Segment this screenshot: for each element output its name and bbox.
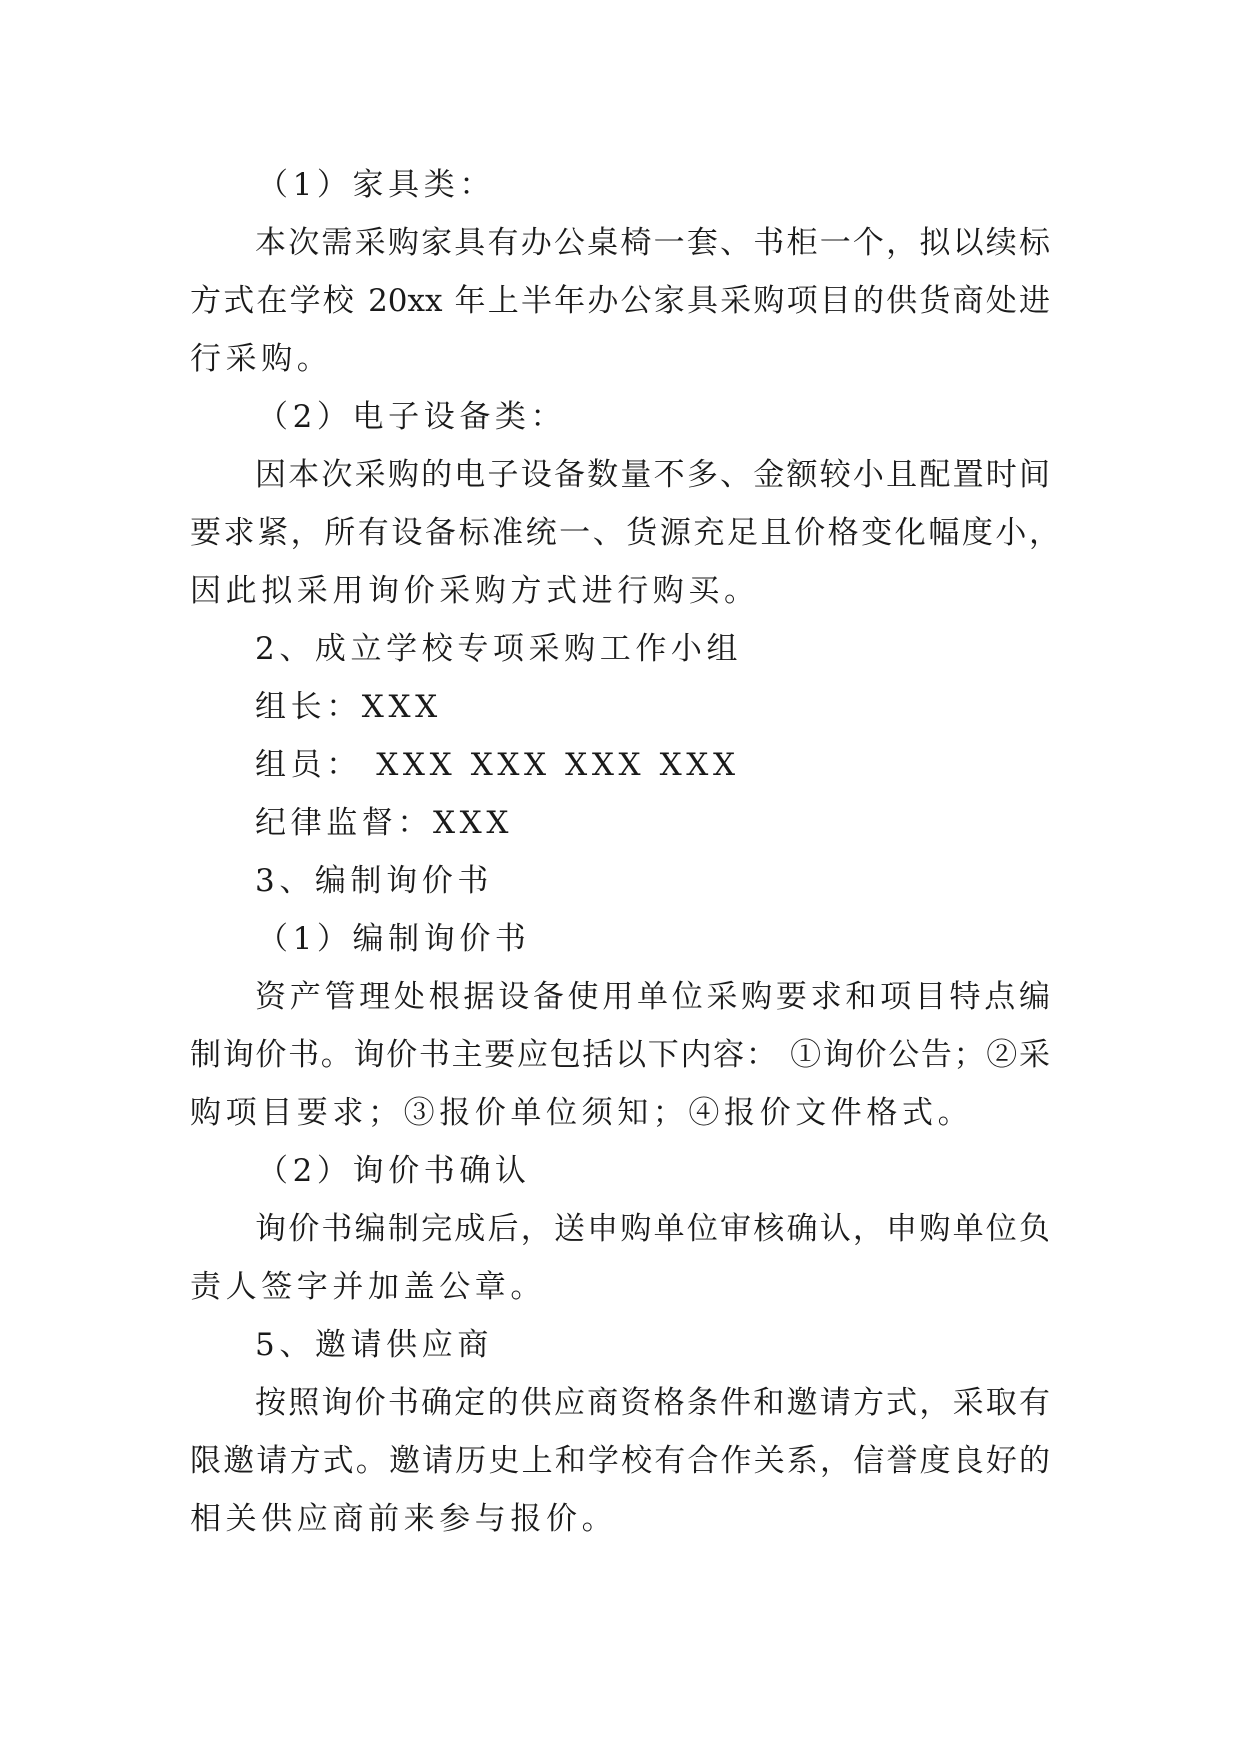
section-heading-furniture: （1）家具类： xyxy=(257,167,495,203)
paragraph-line: 行采购。 xyxy=(190,341,333,377)
section-heading-electronics: （2）电子设备类： xyxy=(257,399,567,435)
paragraph-line: 按照询价书确定的供应商资格条件和邀请方式，采取有 xyxy=(255,1385,1050,1421)
paragraph-line: 责人签字并加盖公章。 xyxy=(190,1269,546,1305)
paragraph-line: 资产管理处根据设备使用单位采购要求和项目特点编 xyxy=(255,979,1050,1015)
group-leader: 组长：XXX xyxy=(255,689,442,725)
paragraph-line: 因本次采购的电子设备数量不多、金额较小且配置时间 xyxy=(255,457,1050,493)
section-heading-inquiry: 3、编制询价书 xyxy=(255,863,493,899)
paragraph-line: 询价书编制完成后，送申购单位审核确认，申购单位负 xyxy=(255,1211,1050,1247)
discipline-supervisor: 纪律监督：XXX xyxy=(255,805,514,841)
paragraph-line: 购项目要求；③报价单位须知；④报价文件格式。 xyxy=(190,1095,974,1131)
paragraph-line: 限邀请方式。邀请历史上和学校有合作关系，信誉度良好的 xyxy=(190,1443,1050,1479)
paragraph-line: 相关供应商前来参与报价。 xyxy=(190,1501,618,1537)
section-heading-invite: 5、邀请供应商 xyxy=(255,1327,493,1363)
paragraph-line: 方式在学校 20xx 年上半年办公家具采购项目的供货商处进 xyxy=(190,283,1050,319)
paragraph-line: 因此拟采用询价采购方式进行购买。 xyxy=(190,573,760,609)
paragraph-line: 要求紧，所有设备标准统一、货源充足且价格变化幅度小， xyxy=(190,515,1060,551)
group-members: 组员： XXX XXX XXX XXX xyxy=(255,747,740,783)
paragraph-line: 本次需采购家具有办公桌椅一套、书柜一个，拟以续标 xyxy=(255,225,1050,261)
paragraph-line: 制询价书。询价书主要应包括以下内容： ①询价公告；②采 xyxy=(190,1037,1050,1073)
subsection-heading-compile: （1）编制询价书 xyxy=(257,921,531,957)
subsection-heading-confirm: （2）询价书确认 xyxy=(257,1153,531,1189)
section-heading-workgroup: 2、成立学校专项采购工作小组 xyxy=(255,631,743,667)
